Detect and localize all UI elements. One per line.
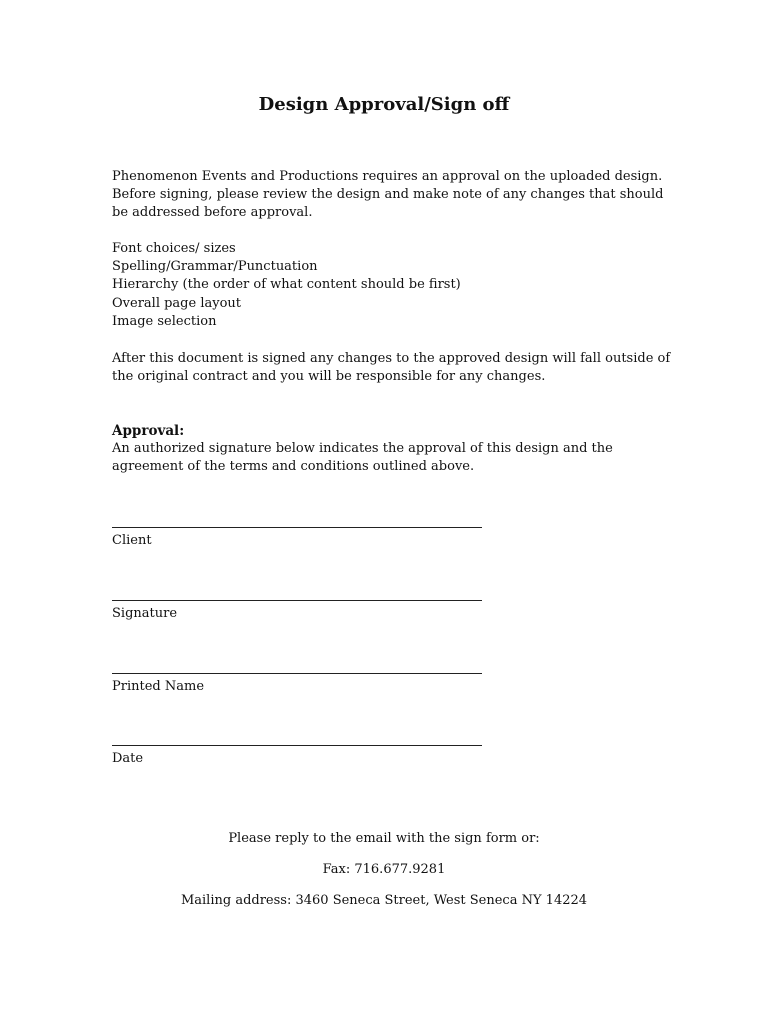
checklist-item: Hierarchy (the order of what content should be first) (112, 277, 461, 293)
approval-line: agreement of the terms and conditions outlined above. (112, 459, 475, 475)
printed-name-field (112, 673, 482, 696)
approval-paragraph (112, 440, 672, 476)
client-label: Client (112, 533, 152, 548)
mailing-address: Mailing address: 3460 Seneca Street, West Seneca NY 14224 (180, 893, 588, 908)
intro-line: Before signing, please review the design and make note of any changes that should (112, 187, 664, 203)
checklist-item: Spelling/Grammar/Punctuation (112, 259, 318, 275)
document-title: Design Approval/Sign off (258, 94, 510, 115)
client-field (112, 527, 482, 550)
reply-instructions: Please reply to the email with the sign form or: (228, 831, 540, 846)
checklist-item: Overall page layout (112, 295, 242, 311)
client-signature-line (112, 527, 482, 528)
date-field (112, 745, 482, 768)
checklist-item: Font choices/ sizes (112, 241, 236, 256)
closing-line: the original contract and you will be responsible for any changes. (112, 369, 546, 385)
printed-name-line (112, 673, 482, 674)
intro-paragraph (112, 168, 672, 223)
intro-line: be addressed before approval. (112, 205, 313, 221)
approval-line: An authorized signature below indicates the approval of this design and the (112, 441, 613, 456)
closing-line: After this document is signed any changes to the approved design will fall outside of (112, 351, 671, 366)
signature-label: Signature (112, 606, 178, 621)
signature-field (112, 600, 482, 623)
date-label: Date (112, 751, 144, 766)
checklist-item: Image selection (112, 313, 217, 329)
signature-line (112, 600, 482, 601)
fax-number: Fax: 716.677.9281 (322, 862, 446, 877)
intro-line: Phenomenon Events and Productions requires an approval on the uploaded design. (112, 169, 663, 184)
approval-heading: Approval: (112, 423, 185, 439)
review-checklist (112, 240, 672, 331)
closing-paragraph (112, 350, 672, 386)
printed-name-label: Printed Name (112, 679, 205, 694)
date-line (112, 745, 482, 746)
